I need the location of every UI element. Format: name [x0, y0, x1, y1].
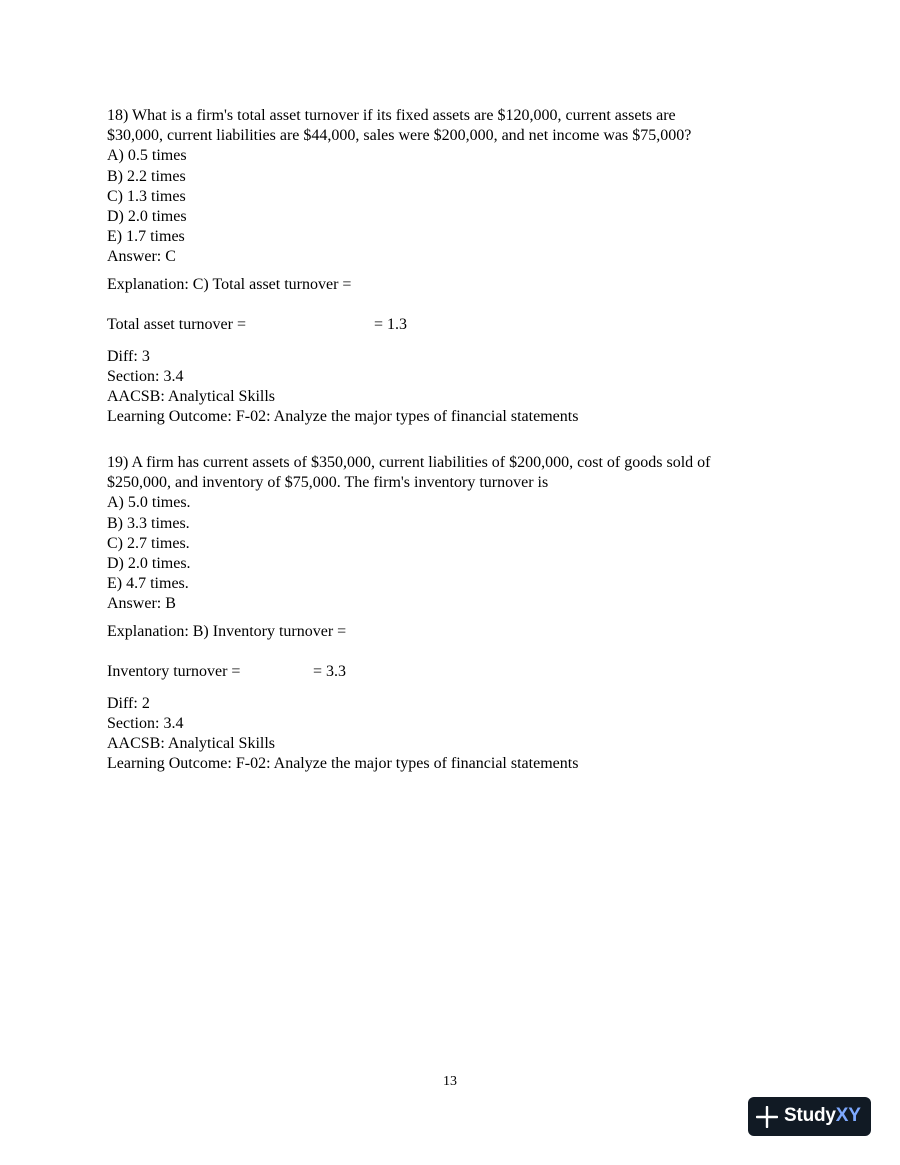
option-d: D) 2.0 times	[107, 208, 187, 226]
option-a: A) 0.5 times	[107, 147, 187, 165]
formula-result: = 3.3	[313, 662, 347, 680]
learning-outcome: Learning Outcome: F-02: Analyze the major types of financial statements	[107, 755, 579, 773]
option-c: C) 2.7 times.	[107, 534, 190, 552]
option-b: B) 2.2 times	[107, 167, 186, 185]
brand-text-study: Study	[784, 1105, 836, 1127]
answer-options	[107, 146, 807, 247]
formula-row	[107, 315, 807, 335]
option-b: B) 3.3 times.	[107, 514, 190, 532]
question-19	[107, 453, 807, 775]
question-stem-line: 18) What is a firm's total asset turnover if its fixed assets are $120,000, current assets are	[107, 107, 676, 124]
option-e: E) 1.7 times	[107, 228, 185, 246]
question-stem-line: 19) A firm has current assets of $350,000, current liabilities of $200,000, cost of goods sold of	[107, 454, 711, 471]
difficulty: Diff: 2	[107, 694, 150, 712]
studyxy-badge[interactable]	[748, 1097, 871, 1136]
question-stem	[107, 106, 807, 146]
question-18	[107, 106, 807, 428]
section: Section: 3.4	[107, 715, 184, 733]
formula-row	[107, 662, 807, 682]
explanation: Explanation: B) Inventory turnover =	[107, 622, 347, 640]
difficulty: Diff: 3	[107, 347, 150, 365]
answer: Answer: C	[107, 248, 176, 266]
question-stem-line: $30,000, current liabilities are $44,000, sales were $200,000, and net income was $75,000?	[107, 127, 692, 145]
explanation: Explanation: C) Total asset turnover =	[107, 275, 352, 293]
plus-icon	[756, 1106, 778, 1128]
answer-options	[107, 493, 807, 594]
aacsb: AACSB: Analytical Skills	[107, 388, 276, 406]
brand-text-xy: XY	[835, 1105, 861, 1127]
formula-label: Inventory turnover =	[107, 662, 241, 680]
option-c: C) 1.3 times	[107, 187, 186, 205]
option-d: D) 2.0 times.	[107, 555, 191, 573]
question-stem-line: $250,000, and inventory of $75,000. The firm's inventory turnover is	[107, 474, 549, 492]
section: Section: 3.4	[107, 368, 184, 386]
aacsb: AACSB: Analytical Skills	[107, 735, 276, 753]
answer: Answer: B	[107, 595, 176, 613]
learning-outcome: Learning Outcome: F-02: Analyze the major types of financial statements	[107, 408, 579, 426]
page-number: 13	[443, 1074, 457, 1089]
question-stem	[107, 453, 807, 493]
option-e: E) 4.7 times.	[107, 575, 189, 593]
option-a: A) 5.0 times.	[107, 494, 191, 512]
formula-label: Total asset turnover =	[107, 315, 246, 333]
formula-result: = 1.3	[374, 315, 408, 333]
brand-logo-text	[784, 1106, 861, 1126]
